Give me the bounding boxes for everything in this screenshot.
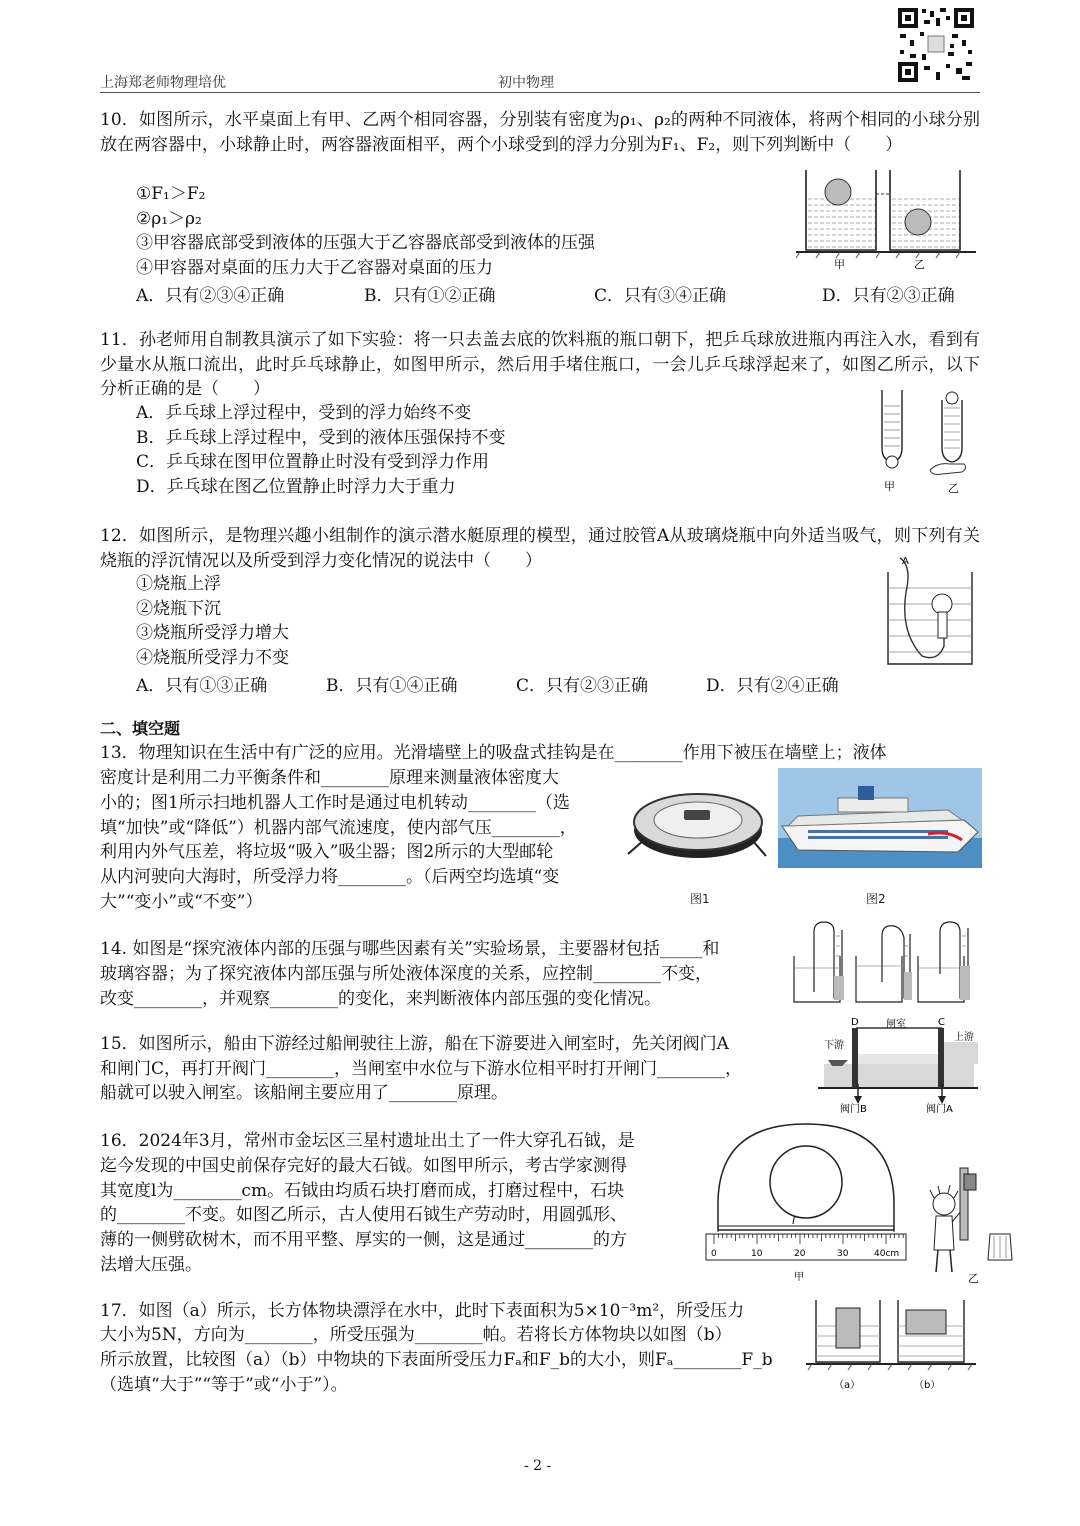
q13-line-7: 大”“变小”或“不变”） [100,892,263,912]
q16-stone-axe-figure [702,1118,908,1290]
q12-option-d: D．只有②④正确 [706,676,839,696]
q15-line-1: 15．如图所示，船由下游经过船闸驶往上游，船在下游要进入闸室时，先关闭阀门A [100,1034,729,1054]
q11-option-c: C．乒乓球在图甲位置静止时没有受到浮力作用 [136,452,490,472]
q13-fig1-caption: 图1 [690,892,710,906]
q17-label-b: （b） [914,1380,941,1391]
q10-item-3: ③甲容器底部受到液体的压强大于乙容器底部受到液体的压强 [136,233,595,253]
q13-line-3: 小的；图1所示扫地机器人工作时是通过电机转动________（选 [100,793,570,813]
q15-line-3: 船就可以驶入闸室。该船闸主要应用了________原理。 [100,1083,508,1103]
q15-ship-lock-figure [818,1014,982,1114]
q16-tick-30: 30 [837,1249,849,1259]
q17-line-2: 大小为5N，方向为________，所受压强为________帕。若将长方体物块以如图（b） [100,1325,732,1345]
header-center: 初中物理 [498,75,554,91]
q12-option-a: A．只有①③正确 [136,676,268,696]
q11-stem: 11．孙老师用自制教具演示了如下实验：将一只去盖去底的饮料瓶的瓶口朝下，把乒乓球放进瓶内再注入水，看到有少量水从瓶口流出，此时乒乓球静止，如图甲所示，然后用手堵住瓶口，一会儿乒乓球浮起来了，如图乙所示，以下分析正确的是（ ） [100,330,980,400]
q11-option-a: A．乒乓球上浮过程中，受到的浮力始终不变 [136,403,472,423]
q16-line-2: 迄今发现的中国史前保存完好的最大石钺。如图甲所示，考古学家测得 [100,1156,627,1176]
q10-fig-label-jia: 甲 [834,258,845,271]
q16-label-yi: 乙 [968,1272,979,1284]
header-rule [100,92,980,93]
q16-label-jia: 甲 [794,1272,804,1283]
q17-figure [806,1294,976,1392]
q16-line-3: 其宽度l为________cm。石钺由均质石块打磨而成，打磨过程中，石块 [100,1181,625,1201]
q16-line-4: 的________不变。如图乙所示，古人使用石钺生产劳动时，用圆弧形、 [100,1205,627,1225]
q14-line-2: 玻璃容器；为了探究液体内部压强与所处液体深度的关系，应控制________不变， [100,964,712,984]
q14-line-1: 14. 如图是“探究液体内部的压强与哪些因素有关”实验场景，主要器材包括_____和 [100,939,720,959]
q15-label-valve-a: 阀门A [926,1104,953,1114]
q13-cruise-ship-image [778,768,982,868]
q12-item-1: ①烧瓶上浮 [136,574,221,594]
q11-option-d: D．乒乓球在图乙位置静止时浮力大于重力 [136,477,456,497]
q13-line-1: 13．物理知识在生活中有广泛的应用。光滑墙壁上的吸盘式挂钩是在________作用下被压在墙壁上；液体 [100,743,887,763]
q15-label-downstream: 下游 [824,1040,844,1051]
q16-tick-10: 10 [751,1249,763,1259]
q10-item-1: ①F₁＞F₂ [136,184,206,204]
q11-option-b: B．乒乓球上浮过程中，受到的液体压强保持不变 [136,428,506,448]
q12-stem: 12．如图所示，是物理兴趣小组制作的演示潜水艇原理的模型，通过胶管A从玻璃烧瓶中向外适当吸气，则下列有关烧瓶的浮沉情况以及所受到浮力变化情况的说法中（ ） [100,526,980,571]
qr-code [896,6,976,84]
q12-figure [882,552,978,670]
q16-line-1: 16．2024年3月，常州市金坛区三星村遗址出土了一件大穿孔石钺，是 [100,1131,635,1151]
q17-label-a: （a） [834,1380,861,1391]
q13-line-4: 填“加快”或“降低”）机器内部气流速度，使内部气压________， [100,818,577,838]
q12-fig-label-a: A [902,556,909,567]
q10-option-b: B．只有①②正确 [364,286,496,306]
q15-label-c: C [938,1017,945,1028]
q17-line-1: 17．如图（a）所示，长方体物块漂浮在水中，此时下表面积为5×10⁻³m²，所受压力 [100,1301,745,1321]
q10-option-c: C．只有③④正确 [594,286,727,306]
q10-item-4: ④甲容器对桌面的压力大于乙容器对桌面的压力 [136,258,493,278]
q16-label-l: l [792,1214,796,1227]
header-left: 上海郑老师物理培优 [100,75,226,91]
q13-line-6: 从内河驶向大海时，所受浮力将________。（后两空均选填“变 [100,867,560,887]
q15-label-d: D [851,1017,859,1028]
q17-line-4: （选填“大于”“等于”或“小于”）。 [100,1375,348,1395]
q11-fig-label-yi: 乙 [948,482,959,495]
q15-label-upstream: 上游 [954,1032,974,1043]
q12-option-c: C．只有②③正确 [516,676,649,696]
q16-line-6: 法增大压强。 [100,1255,202,1275]
q14-figure [790,916,978,1008]
page-number: - 2 - [524,1458,552,1474]
q13-fig2-caption: 图2 [866,892,886,906]
q12-item-2: ②烧瓶下沉 [136,599,221,619]
q14-line-3: 改变________，并观察________的变化，来判断液体内部压强的变化情况。 [100,989,661,1009]
q12-item-4: ④烧瓶所受浮力不变 [136,648,289,668]
q13-robot-vacuum-image [622,770,772,870]
q16-tick-0: 0 [711,1249,717,1259]
q10-item-2: ②ρ₁＞ρ₂ [136,209,202,229]
q11-figure [872,386,982,498]
q16-line-5: 薄的一侧劈砍树木，而不用平整、厚实的一侧，这是通过________的方 [100,1230,627,1250]
q10-fig-label-yi: 乙 [914,258,925,271]
q16-tick-40cm: 40cm [874,1249,900,1259]
section-title: 二、填空题 [100,719,181,738]
q15-line-2: 和闸门C，再打开阀门________，当闸室中水位与下游水位相平时打开闸门________， [100,1059,743,1079]
q13-line-2: 密度计是利用二力平衡条件和________原理来测量液体密度大 [100,768,559,788]
q15-label-chamber: 闸室 [886,1019,906,1030]
q10-option-a: A．只有②③④正确 [136,286,285,306]
q15-label-valve-b: 阀门B [840,1104,867,1114]
q11-fig-label-jia: 甲 [884,480,895,493]
q13-line-5: 利用内外气压差，将垃圾“吸入”吸尘器；图2所示的大型邮轮 [100,842,554,862]
q10-figure [796,160,976,278]
q17-line-3: 所示放置，比较图（a）（b）中物块的下表面所受压力Fₐ和F_b的大小，则Fₐ________F_b [100,1350,773,1370]
q12-option-b: B．只有①④正确 [326,676,458,696]
q16-person-figure [918,1160,1020,1284]
q12-item-3: ③烧瓶所受浮力增大 [136,623,289,643]
q10-stem: 10．如图所示，水平桌面上有甲、乙两个相同容器，分别装有密度为ρ₁、ρ₂的两种不同液体，将两个相同的小球分别放在两容器中，小球静止时，两容器液面相平，两个小球受到的浮力分别为F₁、F₂，则下列判断中（ ） [100,110,980,155]
q16-tick-20: 20 [794,1249,806,1259]
q10-option-d: D．只有②③正确 [822,286,955,306]
